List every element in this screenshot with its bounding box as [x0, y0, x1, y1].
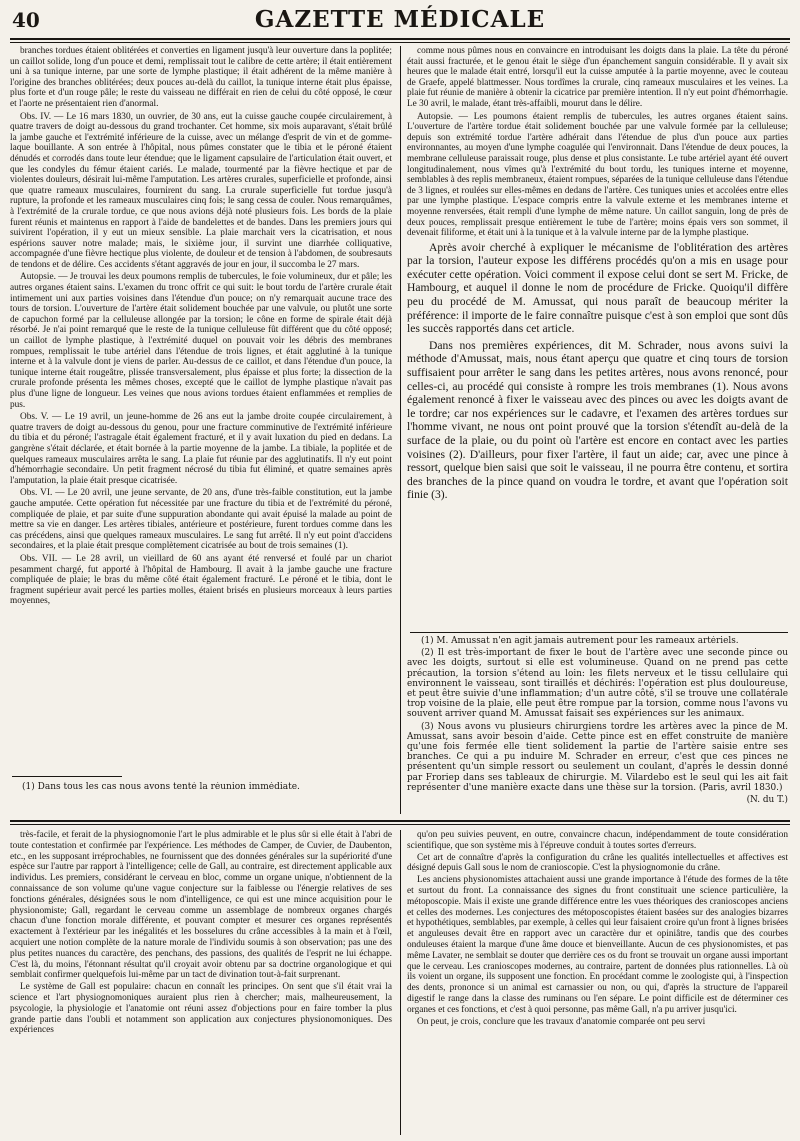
section-rule — [10, 820, 790, 822]
right-footnotes — [407, 636, 788, 814]
newspaper-page — [10, 4, 790, 1137]
column-divider — [400, 46, 401, 814]
footnote-rule — [12, 776, 122, 777]
paragraph-large: Dans nos premières expériences, dit M. Schrader, nous avons suivi la méthode d'Amussat, mais, nous étant aperçu que quatre et cinq tours de torsion suffisaient pour arrêter le sang dans les petites artères, nous avons renoncé, pour celles-ci, au procédé qui consiste à rompre les trois membranes (1). Nous avons également renoncé à fixer le vaisseau avec des pinces ou avec les doigts avant de le tordre; car nos expériences sur le cadavre, et l'examen des artères tordues sur l'homme vivant, ne nous ont point prouvé que la torsion s'étendît au-delà de la surface de la plaie, ou du point où l'artère est encore en contact avec les parties voisines (2). D'ailleurs, pour fixer l'artère, il faut un aide; car, avec une pince à ressort, quelque bien saisi que soit le vaisseau, il ne pourra être contenu, et sortira des branches de la pince quand on voudra le tordre, et avant que l'opération soit finie (3). — [407, 338, 788, 502]
paragraph: Cet art de connaître d'après la configuration du crâne les qualités intellectuelles et affectives est désigné depuis Gall sous le nom de cranioscopie. C'est la physiognomonie du crâne. — [407, 852, 788, 874]
paragraph: comme nous pûmes nous en convaincre en introduisant les doigts dans la plaie. La tête du péroné était aussi fracturée, et le genou était le siège d'un épanchement sanguin considérable. Il y avait six heures que le malade était entré, lorsqu'il eut la cuisse amputée à la partie moyenne, avec le couteau de Graefe, appelé blattmesser. Nous tordîmes la crurale, cinq rameaux musculaires et les veines. La plaie fut réunie de manière à obtenir la cicatrice par première intention. Il n'y eut point d'hémorrhagie. Le 30 avril, le malade, étant très-affaibli, mourut dans le délire. — [407, 46, 788, 109]
translator-note: (N. du T.) — [746, 795, 788, 806]
column-divider-lower — [400, 830, 401, 1135]
paragraph: branches tordues étaient oblitérées et converties en ligament jusqu'à leur ouverture dans la poplitée; un caillot solide, long d'un pouce et demi, remplissait tout le calibre de cette artère; il était entièrement uni à sa tunique interne, par une sorte de lymphe plastique; il était adhérent de la même manière à l'origine des branches oblitérées; deux pouces au-delà du caillot, la tunique interne était plus épaisse, plus forte et d'un rouge pâle; le reste du vaisseau ne différait en rien de celui du côté opposé, le cœur et l'aorte ne présentaient rien d'anormal. — [10, 46, 392, 109]
section-rule-thin — [10, 824, 790, 825]
paragraph: Autopsie. — Je trouvai les deux poumons remplis de tubercules, le foie volumineux, dur et pâle; les autres organes étaient sains. L'examen du tronc offrit ce qui suit: le bout tordu de l'artère crurale était intimement uni aux parties voisines dans l'étendue d'un pouce; on n'y remarquait aucune trace des tours de torsion. L'ouverture de l'artère était solidement bouchée par une valvule, ou plutôt une sorte de capuchon formé par la celluleuse allongée par la torsion; le cône en forme de spirale était déjà résorbé. Je n'ai point remarqué que le reste de la tunique celluleuse fût différent que du côté opposé; un caillot de lymphe plastique, à l'extrémité duquel on pouvait voir les débris des membranes rompues, remplissait le tube artériel dans l'étendue de trois lignes, et était agglutiné à la tunique interne et à la valvule dont je viens de parler. Au-dessus de ce caillot, et dans l'étendue d'un pouce, la tunique interne était rougeâtre, plissée transversalement, plus épaisse et plus forte; la dissection de la crurale profonde présenta les mêmes choses, excepté que le caillot de lymphe plastique n'avait pas plus d'une ligne de longueur. Les veines que nous avions tordues étaient enflammées et remplies de pus. — [10, 272, 392, 410]
paragraph: Obs. IV. — Le 16 mars 1830, un ouvrier, de 30 ans, eut la cuisse gauche coupée circulairement, à quatre travers de doigt au-dessous du grand trochanter. Cet homme, six mois auparavant, s'était brûlé la jambe gauche et l'extrémité inférieure de la cuisse, avec un mélange d'esprit de vin et de gomme-laque bouillante. A son entrée à l'hôpital, nous pûmes constater que le tibia et le péroné étaient dénudés et corrodés dans toute leur étendue; que le ligament capsulaire de l'articulation était ouvert, et que les condyles du fémur étaient cariés. Le malade, tourmenté par la fièvre hectique et par de violentes douleurs, désirait lui-même l'amputation. Les artères crurales, superficielle et profonde, ainsi que quatre rameaux musculaires, fournirent du sang. La crurale superficielle fut tordue jusqu'à rupture, la profonde et les rameaux musculaires cinq fois; le sang cessa de couler. Nous remarquâmes, à l'extrémité de la crurale tordue, ce que nous avions déjà noté plusieurs fois. Les bords de la plaie furent réunis et maintenus en rapport à l'aide de bandelettes et de bandes. Dans les premiers jours qui suivirent l'opération, il y eut un mieux sensible. La plaie marchait vers la cicatrisation, et nous espérions sauver notre malade; mais, le sixième jour, il survint une diarrhée colliquative, accompagnée d'une fièvre hectique plus violente, de douleur et de tension à l'abdomen, de soubresauts de tendons et de délire. Ces accidents s'étant aggravés de jour en jour, il succomba le 27 mars. — [10, 111, 392, 270]
paragraph: Obs. VI. — Le 20 avril, une jeune servante, de 20 ans, d'une très-faible constitution, eut la jambe gauche amputée. Cette opération fut nécessitée par une fracture du tibia et de l'extrémité du péroné, compliquée de plaie, et par suite d'une suppuration abondante qui avait épuisé la malade au point de mettre sa vie en danger. Les artères tibiales, antérieure et postérieure, furent tordues comme dans les cas précédens, ainsi que quelques rameaux musculaires. Le sang fut arrêté. Il n'y eut point d'accidens secondaires, et la plaie était presque complètement cicatrisée au bout de trois semaines (1). — [10, 488, 392, 552]
paragraph: On peut, je crois, conclure que les travaux d'anatomie comparée ont peu servi — [417, 1016, 706, 1027]
header-rule — [10, 42, 790, 43]
left-footnote: (1) Dans tous les cas nous avons tenté la réunion immédiate. — [22, 782, 300, 792]
lower-left-column — [10, 830, 392, 1135]
page-number: 40 — [12, 8, 40, 32]
paragraph: Autopsie. — Les poumons étaient remplis de tubercules, les autres organes étaient sains. L'ouverture de l'artère tordue était solidement bouchée par une valvule formée par la celluleuse; depuis son extrémité tordue l'artère adhérait dans l'étendue de plus d'un pouce aux parties environnantes, au moyen d'une lymphe coagulée qui l'environnait. Dans l'étendue de deux pouces, la membrane celluleuse paraissait rouge, plus dense et plus consistante. Le tube artériel ayant été ouvert longitudinalement, nous vîmes qu'à l'extrémité du bout tordu, les tuniques interne et moyenne, semblables à des replis membraneux, étaient rompues, séparées de la tunique celluleuse dans l'étendue de 3 lignes, et roulées sur elles-mêmes en dedans de l'artère. Ces tuniques unies et accolées entre elles par une lymphe plastique. L'espace compris entre la valvule externe et les membranes interne et moyenne renversées, était rempli d'une lymphe de même nature. Un caillot sanguin, long de près de deux pouces, remplissait presque entièrement le tube de l'artère; moins épais vers son sommet, il devenait filiforme, et était uni à la tunique et à la valvule interne par de la lymphe plastique. — [407, 111, 788, 239]
paragraph: très-facile, et ferait de la physiognomonie l'art le plus admirable et le plus sûr si elle était à l'abri de toute contestation et confirmée par l'expérience. Les méthodes de Camper, de Cuvier, de Daubenton, etc., en les supposant irréprochables, ne fournissent que des données générales sur la supériorité d'une espèce sur l'autre par rapport à l'intelligence; celle de Gall, au contraire, est directement applicable aux individus. Les premiers, considérant le cerveau en bloc, comme un organe unique, n'obtiennent de la connaissance de son volume qu'une vague conjecture sur la faiblesse ou l'énergie relatives de ses fonctions générales, désignées sous le nom d'intelligence, ce qui est une mince acquisition pour le physionomiste; Gall, regardant le cerveau comme un assemblage de nombreux organes chargés chacun d'une fonction morale différente, et pouvant compter et mesurer ces organes représentés exactement à l'extérieur par les inégalités et les bosselures du crâne accessibles à la main et à l'œil, acquiert une notion complète de la nature morale de l'individu soumis à son observation; pas une des plus petites nuances du caractère, des penchans, des passions, des qualités de l'esprit ne lui échappe. C'est là, du moins, l'étonnant résultat qu'il croyait avoir obtenu par sa doctrine organologique et qui semblait confirmer quelquefois lui-même par un tact de divination tout-à-fait surprenant. — [10, 830, 392, 981]
paragraph: Les anciens physionomistes attachaient aussi une grande importance à l'étude des formes de la tête et surtout du front. La connaissance des signes du front constituait une science particulière, la métoposcopie. Mais il existe une grande différence entre les vues théoriques des cranioscopes anciens et celles des modernes. Les conjectures des métoposcopistes étaient basées sur des analogies bizarres et hypothétiques, semblables, par exemple, à celles qui leur faisaient croire qu'un front à lignes brisées et anguleuses devait être en rapport avec un caractère dur et opiniâtre, tandis que des courbes onduleuses étaient la marque d'une âme douce et bienveillante. Aucun de ces physionomistes, et pas même Lavater, ne semblait se douter que derrière ces os du front se trouvait un organe aussi important que le cerveau. Les cranioscopes modernes, au contraire, partent de données plus rationnelles. Là où ils voient un organe, ils supposent une fonction. En procédant comme le zoologiste qui, à l'inspection des dents, prononce si un animal est carnassier ou non, ou qui, d'après la structure de l'appareil digestif le range dans la classe des ruminans ou l'en sépare. Le point difficile est de déterminer ces organes et ces fonctions, et c'est à quoi personne, pas même Gall, n'a pu arriver jusqu'ici. — [407, 875, 788, 1015]
notes-rule — [410, 632, 788, 633]
left-column-text — [10, 46, 392, 770]
masthead-title: GAZETTE MÉDICALE — [254, 6, 546, 33]
footnote: (1) M. Amussat n'en agit jamais autrement pour les rameaux artériels. — [421, 636, 739, 646]
lower-right-column — [407, 830, 788, 1135]
right-column-text — [407, 46, 788, 658]
paragraph: qu'on peu suivies peuvent, en outre, convaincre chacun, indépendamment de toute considération scientifique, que son système mis à l'épreuve conduit à toutes sortes d'erreurs. — [407, 830, 788, 851]
footnote: (2) Il est très-important de fixer le bout de l'artère avec une seconde pince ou avec les doigts, surtout si elle est volumineuse. Quand on ne prend pas cette précaution, la torsion s'étend au loin: les filets nerveux et le tissu cellulaire qui environnent le vaisseau, sont tiraillés et déchirés: l'opération est plus douloureuse, et peut être suivie d'une inflammation; d'un autre côté, s'il se trouve une collatérale trop voisine de la plaie, elle peut être rompue par la torsion, comme nous l'avons vu souvent arriver quand M. Amussat faisait ses expériences sur les animaux. — [407, 648, 788, 720]
paragraph: Le système de Gall est populaire: chacun en connaît les principes. On sent que s'il était vrai la science et l'art physiognomoniques auraient plus rien à chercher; mais, malheureusement, la psycologie, la physiologie et l'anatomie ont réuni assez d'objections pour en faire tomber la plus grande partie dans l'oubli et notamment son application aux conjectures physionomoniques. Des expériences — [10, 982, 392, 1036]
paragraph-large: Après avoir cherché à expliquer le mécanisme de l'oblitération des artères par la torsion, l'auteur expose les différens procédés qu'on a mis en usage pour exécuter cette opération. Voici comment il expose celui dont se sert M. Fricke, de Hambourg, et auquel il donne le nom de procédure de Fricke. Quoiqu'il diffère peu du procédé de M. Amussat, qui nous paraît de beaucoup mériter la préférence: il importe de le faire connaître puisque c'est à son emploi que sont dûs les succès rapportés dans cet article. — [407, 240, 788, 336]
paragraph: Obs. V. — Le 19 avril, un jeune-homme de 26 ans eut la jambe droite coupée circulairement, à quatre travers de doigt au-dessous du genou, pour une fracture comminutive de l'extrémité inférieure du tibia et du péroné; l'astragale était également fracturé, et il y avait luxation du pied en dedans. La gangrène s'était déclarée, et était bornée à la partie moyenne de la jambe. La tibiale, la poplitée et de quelques rameaux musculaires arrêta le sang. La plaie fut réunie par des agglutinatifs. Il n'y eut point d'hémorrhagie secondaire. Un petit fragment nécrosé du tibia fut éliminé, et quatre semaines après l'amputation, la plaie était presque cicatrisée. — [10, 412, 392, 486]
page-header — [10, 4, 790, 40]
paragraph: Obs. VII. — Le 28 avril, un vieillard de 60 ans ayant été renversé et foulé par un chariot pesamment chargé, fut apporté à l'hôpital de Hambourg. Il avait à la jambe gauche une fracture compliquée de plaie; le bras du même côté était également fracturé. Le péroné et le tibia, dont le fragment supérieur avait percé les parties molles, étaient brisés en plusieurs morceaux à leurs parties moyennes, — [10, 553, 392, 607]
footnote: (3) Nous avons vu plusieurs chirurgiens tordre les artères avec la pince de M. Amussat, sans avoir besoin d'aide. Cette pince est en effet construite de manière qu'une fois fermée elle tient solidement la partie de l'artère saisie entre ses branches. Ce qui a pu induire M. Schrader en erreur, c'est que ces pinces ne présentent qu'un simple ressort ou seulement un coulant, d'après le dessin donné par Froriep dans ses tableaux de chirurgie. M. Vilardebo est le seul qui les ait fait représenter d'une manière exacte dans une thèse sur la torsion. (Paris, avril 1830.) — [407, 721, 788, 793]
